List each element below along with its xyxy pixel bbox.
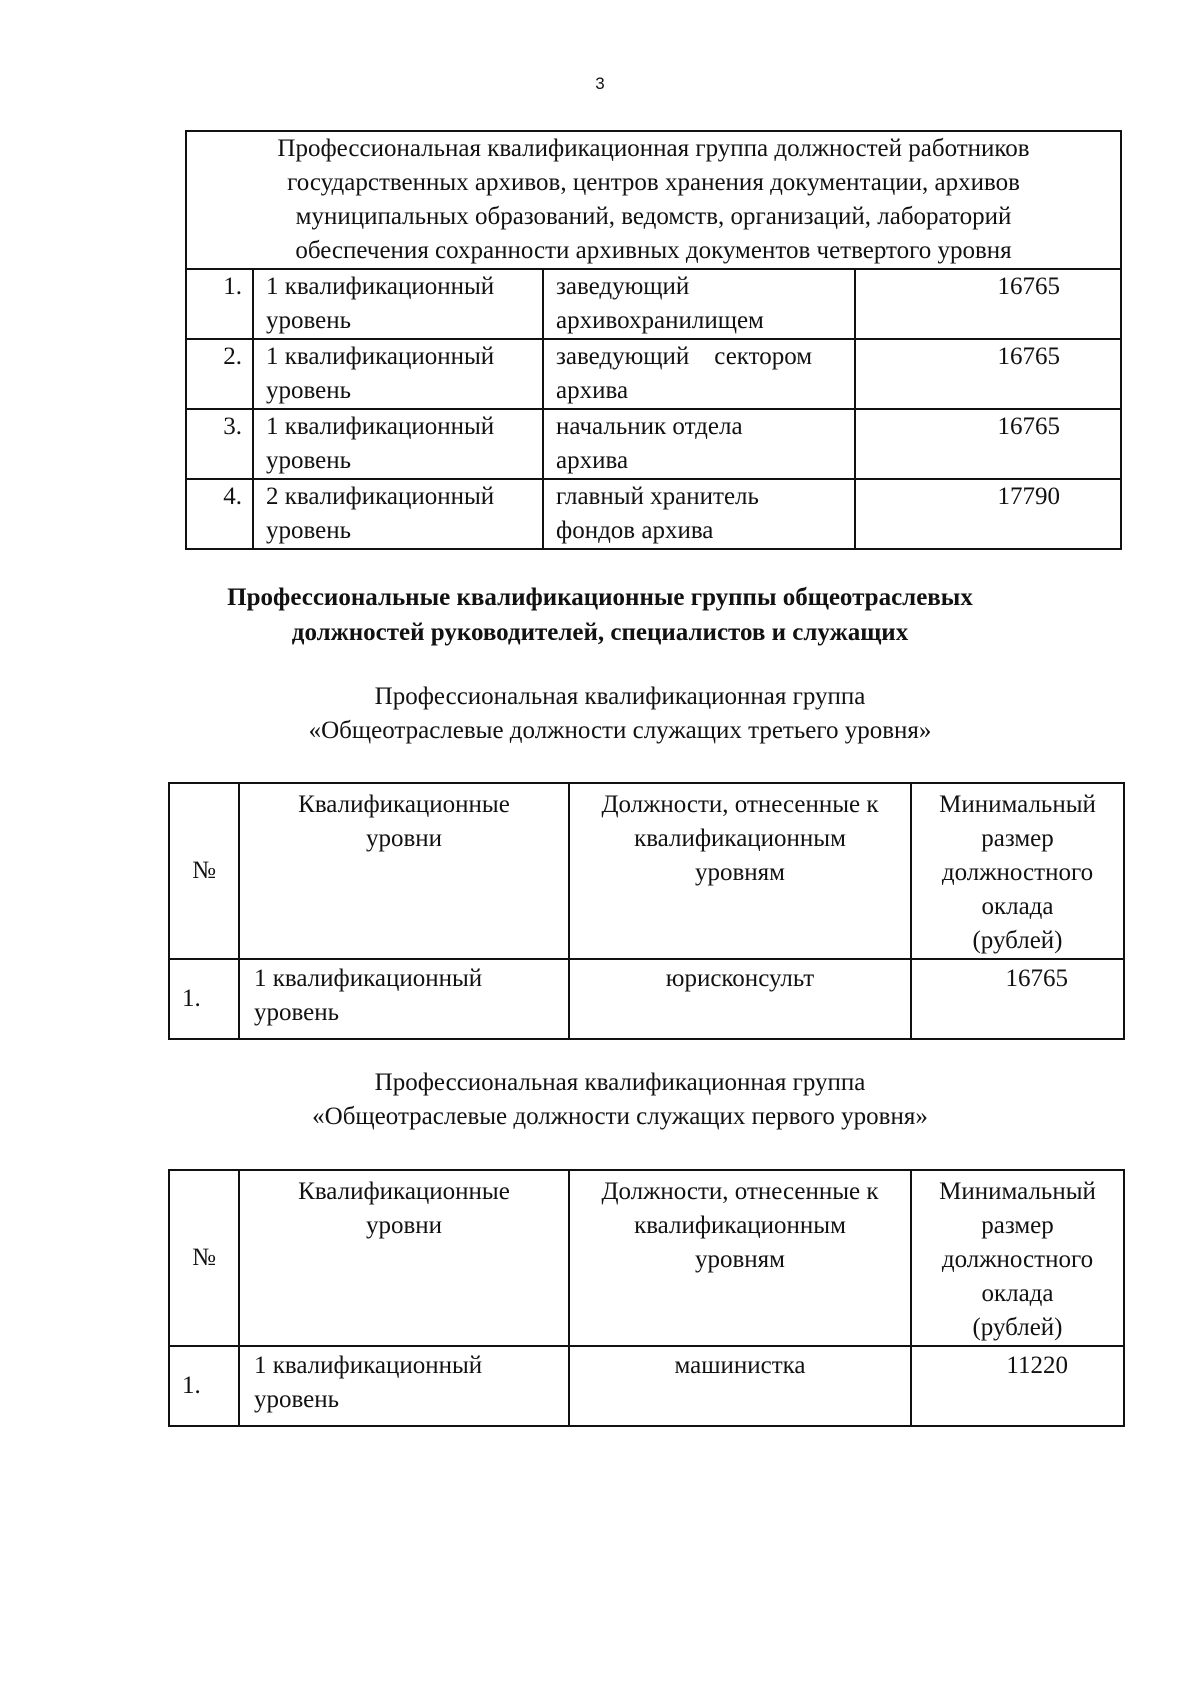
- position-line: заведующий: [556, 273, 690, 300]
- table-row: [169, 959, 1124, 1039]
- header-line: Профессиональная квалификационная группа должностей работников: [277, 135, 1030, 162]
- position-line: начальник отдела: [556, 413, 743, 440]
- position-name: [543, 269, 855, 339]
- level-line: уровень: [254, 1386, 340, 1413]
- row-number: 3.: [186, 409, 253, 479]
- column-header-positions: [569, 1170, 911, 1346]
- level-line: 1 квалификационный: [254, 1352, 483, 1379]
- salary-value: 16765: [855, 269, 1121, 339]
- header-line: Минимальный: [939, 791, 1096, 818]
- qualification-level: [253, 409, 543, 479]
- level-line: 1 квалификационный: [266, 273, 495, 300]
- header-line: квалификационным: [634, 825, 846, 852]
- header-line: муниципальных образований, ведомств, организаций, лабораторий: [295, 203, 1012, 230]
- table-row: [186, 479, 1121, 549]
- level-line: уровень: [266, 307, 352, 334]
- header-line: квалификационным: [634, 1212, 846, 1239]
- header-line: государственных архивов, центров хранения документации, архивов: [287, 169, 1020, 196]
- salary-value: 16765: [855, 409, 1121, 479]
- table-row: [186, 269, 1121, 339]
- salary-value: 16765: [911, 959, 1124, 1039]
- header-line: (рублей): [972, 1314, 1063, 1341]
- column-header-salary: [911, 1170, 1124, 1346]
- table-row: [169, 1346, 1124, 1426]
- section-title-line: должностей руководителей, специалистов и служащих: [291, 619, 909, 646]
- qualification-level: [253, 339, 543, 409]
- salary-value: 17790: [855, 479, 1121, 549]
- header-line: размер: [981, 1212, 1054, 1239]
- level-line: уровень: [266, 377, 352, 404]
- position-line: заведующий сектором: [556, 343, 813, 370]
- header-line: Минимальный: [939, 1178, 1096, 1205]
- archive-positions-table: [185, 130, 1122, 550]
- header-line: Должности, отнесенные к: [601, 791, 879, 818]
- header-line: должностного: [941, 859, 1094, 886]
- qualification-level: [253, 269, 543, 339]
- header-line: уровни: [365, 825, 443, 852]
- row-number: 1.: [169, 1346, 239, 1426]
- header-line: Квалификационные: [298, 1178, 510, 1205]
- level-line: уровень: [266, 517, 352, 544]
- position-line: архива: [556, 377, 629, 404]
- column-header-number: №: [169, 1170, 239, 1346]
- page-number: 3: [595, 74, 605, 93]
- row-number: 2.: [186, 339, 253, 409]
- group-title-line: «Общеотраслевые должности служащих третьего уровня»: [308, 717, 932, 744]
- column-header-levels: [239, 783, 569, 959]
- header-line: Квалификационные: [298, 791, 510, 818]
- level-line: 1 квалификационный: [254, 965, 483, 992]
- table-row: [186, 339, 1121, 409]
- salary-value: 16765: [855, 339, 1121, 409]
- group-title-third-level: [200, 680, 1040, 748]
- header-line: уровням: [694, 1246, 785, 1273]
- group-title-line: «Общеотраслевые должности служащих первого уровня»: [312, 1103, 928, 1130]
- header-line: должностного: [941, 1246, 1094, 1273]
- position-line: архивохранилищем: [556, 307, 764, 334]
- header-line: уровни: [365, 1212, 443, 1239]
- row-number: 1.: [169, 959, 239, 1039]
- header-line: обеспечения сохранности архивных документов четвертого уровня: [295, 237, 1012, 264]
- level-line: 1 квалификационный: [266, 343, 495, 370]
- section-title-line: Профессиональные квалификационные группы общеотраслевых: [227, 584, 973, 611]
- position-line: архива: [556, 447, 629, 474]
- position-name: машинистка: [569, 1346, 911, 1426]
- first-level-table: [168, 1169, 1125, 1427]
- row-number: 1.: [186, 269, 253, 339]
- table-header-row: [169, 783, 1124, 959]
- third-level-table: [168, 782, 1125, 1040]
- qualification-level: [239, 1346, 569, 1426]
- group-title-line: Профессиональная квалификационная группа: [374, 1069, 866, 1096]
- table-header-row: [186, 131, 1121, 269]
- table-header-row: [169, 1170, 1124, 1346]
- header-line: Должности, отнесенные к: [601, 1178, 879, 1205]
- qualification-level: [253, 479, 543, 549]
- position-name: юрисконсульт: [569, 959, 911, 1039]
- header-line: размер: [981, 825, 1054, 852]
- group-title-line: Профессиональная квалификационная группа: [374, 683, 866, 710]
- salary-value: 11220: [911, 1346, 1124, 1426]
- header-line: уровням: [694, 859, 785, 886]
- level-line: 1 квалификационный: [266, 413, 495, 440]
- table-group-header: [186, 131, 1121, 269]
- level-line: уровень: [266, 447, 352, 474]
- section-title: [0, 580, 1200, 650]
- column-header-salary: [911, 783, 1124, 959]
- column-header-positions: [569, 783, 911, 959]
- column-header-number: №: [169, 783, 239, 959]
- header-line: оклада: [981, 1280, 1054, 1307]
- header-line: оклада: [981, 893, 1054, 920]
- header-line: (рублей): [972, 927, 1063, 954]
- column-header-levels: [239, 1170, 569, 1346]
- row-number: 4.: [186, 479, 253, 549]
- level-line: 2 квалификационный: [266, 483, 495, 510]
- table-row: [186, 409, 1121, 479]
- level-line: уровень: [254, 999, 340, 1026]
- position-name: [543, 409, 855, 479]
- position-line: главный хранитель: [556, 483, 759, 510]
- position-name: [543, 479, 855, 549]
- group-title-first-level: [200, 1066, 1040, 1134]
- position-line: фондов архива: [556, 517, 714, 544]
- qualification-level: [239, 959, 569, 1039]
- position-name: [543, 339, 855, 409]
